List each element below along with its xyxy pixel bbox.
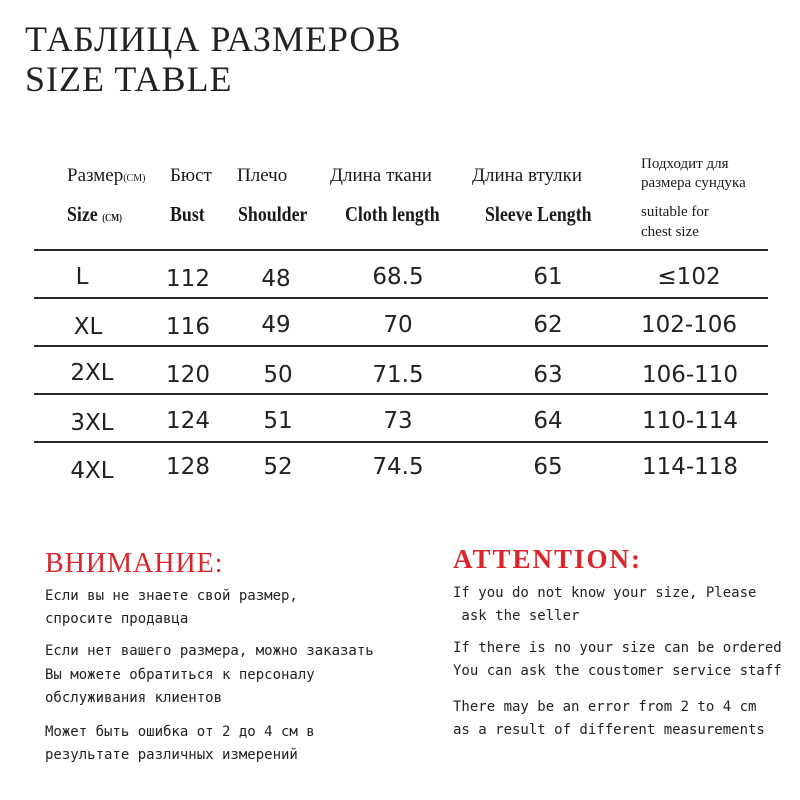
cell-chest: 106-110 — [641, 362, 739, 388]
header-size-en — [67, 202, 122, 227]
header-size-en-label: Size — [67, 202, 98, 226]
cell-sleeve: 65 — [533, 454, 563, 480]
cell-bust: 112 — [166, 266, 210, 292]
header-bust-ru: Бюст — [170, 165, 212, 186]
header-chest-ru-2: размера сундука — [641, 175, 746, 191]
header-cloth-en: Cloth length — [345, 202, 440, 226]
cell-bust: 128 — [166, 454, 210, 480]
attention-en-line: You can ask the coustomer service staff — [453, 663, 782, 679]
header-chest-ru-1: Подходит для — [641, 156, 729, 172]
table-rule — [34, 441, 768, 443]
cell-sleeve: 63 — [533, 362, 563, 388]
attention-ru-line: обслуживания клиентов — [45, 690, 223, 706]
cell-chest: ≤102 — [657, 264, 721, 290]
attention-ru-line: результате различных измерений — [45, 747, 298, 763]
attention-ru-line: Может быть ошибка от 2 до 4 см в — [45, 724, 315, 740]
cell-size: 3XL — [70, 410, 114, 436]
cell-chest: 102-106 — [640, 312, 738, 338]
cell-bust: 124 — [166, 408, 210, 434]
title-russian: ТАБЛИЦА РАЗМЕРОВ — [25, 19, 402, 59]
table-rule — [34, 345, 768, 347]
cell-sleeve: 62 — [533, 312, 563, 338]
attention-ru-line: Вы можете обратиться к персоналу — [45, 667, 315, 683]
cell-cloth: 74.5 — [372, 454, 424, 480]
header-shoulder-en: Shoulder — [238, 202, 308, 226]
attention-title-en: ATTENTION: — [453, 544, 643, 574]
attention-en-line: ask the seller — [453, 608, 580, 624]
table-rule — [34, 393, 768, 395]
attention-ru-line: Если нет вашего размера, можно заказать — [45, 643, 374, 659]
cell-shoulder: 52 — [263, 454, 293, 480]
header-chest-en-1: suitable for — [641, 204, 709, 220]
attention-ru-line: Если вы не знаете свой размер, — [45, 588, 298, 604]
cell-shoulder: 49 — [261, 312, 291, 338]
cell-cloth: 68.5 — [372, 264, 424, 290]
attention-ru-line: спросите продавца — [45, 611, 189, 627]
cell-chest: 110-114 — [641, 408, 739, 434]
header-sleeve-ru: Длина втулки — [472, 165, 583, 186]
cell-shoulder: 48 — [261, 266, 291, 292]
table-rule — [34, 249, 768, 251]
header-bust-en: Bust — [170, 202, 205, 226]
attention-en-line: If there is no your size can be ordered — [453, 640, 782, 656]
attention-en-line: as a result of different measurements — [453, 722, 765, 738]
cell-size: L — [75, 264, 89, 290]
cell-size: 2XL — [70, 360, 114, 386]
header-cloth-ru: Длина ткани — [330, 165, 432, 186]
cell-cloth: 73 — [383, 408, 413, 434]
header-size-en-unit: (CM) — [102, 213, 123, 224]
table-rule — [34, 297, 768, 299]
cell-bust: 120 — [166, 362, 210, 388]
cell-cloth: 71.5 — [372, 362, 424, 388]
cell-chest: 114-118 — [641, 454, 739, 480]
cell-sleeve: 61 — [533, 264, 563, 290]
header-size-ru — [67, 165, 145, 187]
cell-bust: 116 — [166, 314, 210, 340]
attention-en-line: There may be an error from 2 to 4 cm — [453, 699, 757, 715]
cell-size: XL — [73, 314, 103, 340]
header-chest-en-2: chest size — [641, 224, 699, 240]
header-sleeve-en: Sleeve Length — [485, 202, 592, 226]
cell-size: 4XL — [70, 458, 114, 484]
header-size-ru-unit: (CM) — [123, 173, 146, 184]
title-english: SIZE TABLE — [25, 59, 233, 99]
attention-en-line: If you do not know your size, Please — [453, 585, 757, 601]
cell-cloth: 70 — [383, 312, 413, 338]
cell-shoulder: 50 — [263, 362, 293, 388]
cell-shoulder: 51 — [263, 408, 293, 434]
header-shoulder-ru: Плечо — [237, 165, 288, 186]
header-size-ru-label: Размер — [67, 165, 124, 186]
cell-sleeve: 64 — [533, 408, 563, 434]
attention-title-ru: ВНИМАНИЕ: — [45, 548, 224, 579]
